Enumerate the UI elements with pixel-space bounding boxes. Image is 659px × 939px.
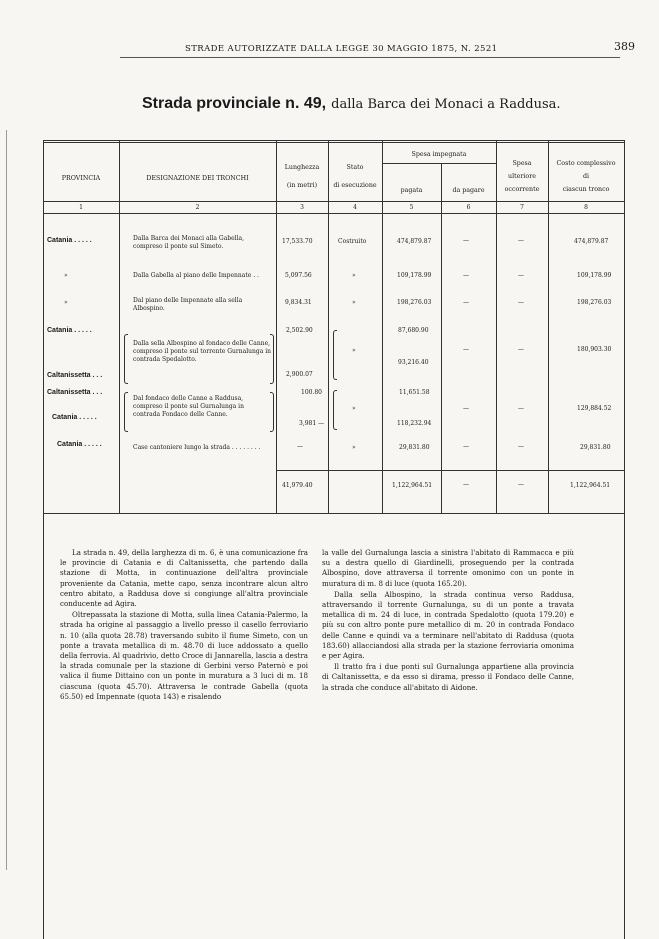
header-costo-line3: ciascun tronco [562, 186, 610, 193]
header-costo-line1: Costo complessivo [556, 160, 616, 167]
row4-pagata-2: 93,216.40 [398, 359, 429, 366]
row4-ulteriore: — [518, 346, 524, 353]
col-divider [382, 140, 383, 513]
header-provincia: PROVINCIA [61, 175, 101, 182]
header-lunghezza-line2: (in metri) [286, 182, 318, 189]
row5-provincia: Caltanissetta . . . [47, 389, 103, 396]
text-left-para-2: Oltrepassata la stazione di Motta, sulla linea Catania-Palermo, la strada ha origine al passaggio a livello presso il casello ferroviario n. 10 (alla quota 28.78) traversando subito il fiume Simeto, con un ponte a travata metallica di m. 48.70 di luce addossato a quello della ferrovia. Al quadrivio, detto Croce di Jannarella, lascia a destra la strada comunale per la stazione di Gerbini verso Paternò e poi valica il fiume Dittaino con un ponte in muratura a 3 luci di m. 18 ciascuna (quota 45.70). Attraversa le contrade Gabella (quota 65.50) ed Impennate (quota 143) e risalendo [60, 610, 308, 701]
row1-da-pagare: — [463, 237, 469, 244]
header-costo [548, 159, 624, 194]
row6-da-pagare: — [463, 443, 469, 450]
row6-lunghezza: — [297, 443, 303, 450]
col-number: 5 [409, 204, 414, 211]
row3-designazione: Dal piano delle Impennate alla sella Albospino. [133, 297, 243, 312]
table-top-double-rule [43, 142, 624, 143]
col-divider [441, 163, 442, 513]
row1-stato: Costruito [338, 238, 367, 245]
col-divider [496, 140, 497, 513]
row4-right-brace [270, 334, 274, 384]
row5-pagata-2: 118,232.94 [397, 420, 432, 427]
row5-provincia-2: Catania . . . . . [52, 414, 97, 421]
row4-stato: » [352, 347, 356, 354]
row4-lunghezza-2: 2,900.07 [286, 371, 313, 378]
col-divider [328, 140, 329, 513]
row1-lunghezza: 17,533.70 [282, 238, 313, 245]
row4-stato-brace [333, 330, 337, 380]
row1-costo: 474,879.87 [574, 238, 609, 245]
colnum-bottom-rule [43, 213, 624, 214]
col-number: 7 [520, 204, 524, 211]
total-da-pagare: — [463, 481, 469, 488]
row5-left-brace [124, 392, 128, 432]
row3-pagata: 198,276.03 [397, 299, 432, 306]
header-costo-line2: di [582, 173, 590, 180]
row6-pagata: 29,831.80 [399, 444, 430, 451]
row5-right-brace [270, 392, 274, 432]
row5-costo: 129,884.52 [577, 405, 612, 412]
header-rule [120, 57, 620, 58]
header-stato [328, 163, 382, 190]
header-spesa-ulteriore-line3: occorrente [504, 186, 540, 193]
header-lunghezza [276, 163, 328, 190]
title-main: Strada provinciale n. 49, [142, 95, 327, 112]
row6-costo: 29,831.80 [580, 444, 611, 451]
row1-ulteriore: — [518, 237, 524, 244]
header-da-pagare: da pagare [452, 187, 485, 194]
row6-designazione: Case cantoniere lungo la strada . . . . . . . . [133, 444, 261, 451]
row2-lunghezza: 5,097.56 [285, 272, 312, 279]
row2-pagata: 109,178.99 [397, 272, 432, 279]
row3-ulteriore: — [518, 299, 524, 306]
header-pagata: pagata [400, 187, 423, 194]
running-title: STRADE AUTORIZZATE DALLA LEGGE 30 MAGGIO 1875, N. 2521 [185, 44, 498, 54]
row4-pagata: 87,680.90 [398, 327, 429, 334]
row5-stato: » [352, 405, 356, 412]
header-bottom-rule [43, 201, 624, 202]
table-frame [43, 140, 625, 939]
col-number: 6 [466, 204, 471, 211]
header-spesa-ulteriore-line1: Spesa [512, 160, 532, 167]
row5-stato-brace [333, 390, 337, 430]
row6-provincia: Catania . . . . . [57, 441, 102, 448]
row4-provincia-2: Caltanissetta . . . [47, 372, 103, 379]
row4-da-pagare: — [463, 346, 469, 353]
col-number: 3 [300, 204, 304, 211]
col-number: 8 [584, 204, 588, 211]
row2-ulteriore: — [518, 272, 524, 279]
spesa-impegnata-rule [382, 163, 496, 164]
header-spesa-ulteriore [496, 159, 548, 194]
row2-provincia: » [64, 272, 68, 279]
totals-rule [276, 470, 624, 471]
col-number: 1 [79, 204, 83, 211]
header-spesa-impegnata: Spesa impegnata [411, 151, 467, 158]
row5-lunghezza: 100.80 [301, 389, 322, 396]
header-lunghezza-line1: Lunghezza [284, 164, 320, 171]
page-edge-line [6, 130, 7, 870]
text-right-column [322, 548, 574, 693]
text-left-column [60, 548, 308, 702]
header-stato-line1: Stato [346, 164, 364, 171]
row5-ulteriore: — [518, 405, 524, 412]
row5-designazione: Dal fondaco delle Canne a Raddusa, compreso il ponte sul Gurnalunga in contrada Fondaco delle Canne. [133, 395, 244, 418]
row2-stato: » [352, 272, 356, 279]
row1-designazione: Dalla Barca dei Monaci alla Gabella, compreso il ponte sul Simeto. [133, 235, 244, 250]
table-bottom-rule [43, 513, 624, 514]
row5-da-pagare: — [463, 405, 469, 412]
total-lunghezza: 41,979.40 [282, 482, 313, 489]
row3-lunghezza: 9,834.31 [285, 299, 312, 306]
page-title [142, 93, 561, 113]
row3-provincia: » [64, 299, 68, 306]
row4-provincia: Catania . . . . . [47, 327, 92, 334]
header-spesa-ulteriore-line2: ulteriore [508, 173, 536, 180]
col-number: 4 [353, 204, 357, 211]
row5-pagata: 11,651.58 [399, 389, 430, 396]
row4-lunghezza: 2,502.90 [286, 327, 313, 334]
total-pagata: 1,122,964.51 [392, 482, 433, 489]
row6-ulteriore: — [518, 443, 524, 450]
header-designazione: DESIGNAZIONE DEI TRONCHI [146, 175, 249, 182]
row2-designazione: Dalla Gabella al piano delle Impennate . . [133, 272, 259, 279]
text-right-para-1: la valle del Gurnalunga lascia a sinistra l'abitato di Rammacca e più su a destra quello di Giardinelli, proseguendo per la contrada Albospino, dove attraversa il torrente omonimo con un ponte in muratura di m. 8 di luce (quota 165.20). [322, 548, 574, 588]
row4-costo: 180,903.30 [577, 346, 612, 353]
row3-da-pagare: — [463, 299, 469, 306]
row3-costo: 198,276.03 [577, 299, 612, 306]
col-divider [548, 140, 549, 513]
text-right-para-2: Dalla sella Albospino, la strada continua verso Raddusa, attraversando il torrente Gurnalunga, su di un ponte a travata metallica di m. 24 di luce, in contrada Spedalotto (quota 179.20) e più su con altro ponte pure metallico di m. 20 in contrada Fondaco delle Canne e quindi va a terminare nell'abitato di Raddusa (quota 183.60) allacciandosi alla strada per la stazione ferroviaria omonima e per Agira. [322, 589, 574, 661]
header-stato-line2: di esecuzione [333, 182, 377, 189]
total-ulteriore: — [518, 481, 524, 488]
row2-da-pagare: — [463, 272, 469, 279]
row6-stato: » [352, 444, 356, 451]
text-left-para-1: La strada n. 49, della larghezza di m. 6, è una comunicazione fra le provincie di Catania e di Caltanissetta, che partendo dalla stazione di Motta, in continuazione dell'altra provinciale proveniente da Catania, mette capo, senza incontrare alcun altro centro abitato, a Raddusa dove si congiunge all'altra provinciale conducente ad Agira. [60, 548, 308, 609]
row1-provincia: Catania . . . . . [47, 237, 92, 244]
title-sub: dalla Barca dei Monaci a Raddusa. [331, 97, 561, 112]
row2-costo: 109,178.99 [577, 272, 612, 279]
col-number: 2 [195, 204, 200, 211]
col-divider [119, 140, 120, 513]
row4-left-brace [124, 334, 128, 384]
row1-pagata: 474,879.87 [397, 238, 432, 245]
col-divider [276, 140, 277, 513]
row5-lunghezza-2: 3,981 — [299, 420, 325, 427]
row3-stato: » [352, 299, 356, 306]
total-costo: 1,122,964.51 [570, 482, 611, 489]
page-number: 389 [614, 40, 635, 53]
text-right-para-3: Il tratto fra i due ponti sul Gurnalunga appartiene alla provincia di Caltanissetta, e da esso si dirama, presso il Fondaco delle Canne, la strada che conduce all'abitato di Aidone. [322, 662, 574, 692]
row4-designazione: Dalla sella Albospino al fondaco delle Canne, compreso il ponte sul torrente Gurnalunga in contrada Spedalotto. [133, 340, 271, 363]
